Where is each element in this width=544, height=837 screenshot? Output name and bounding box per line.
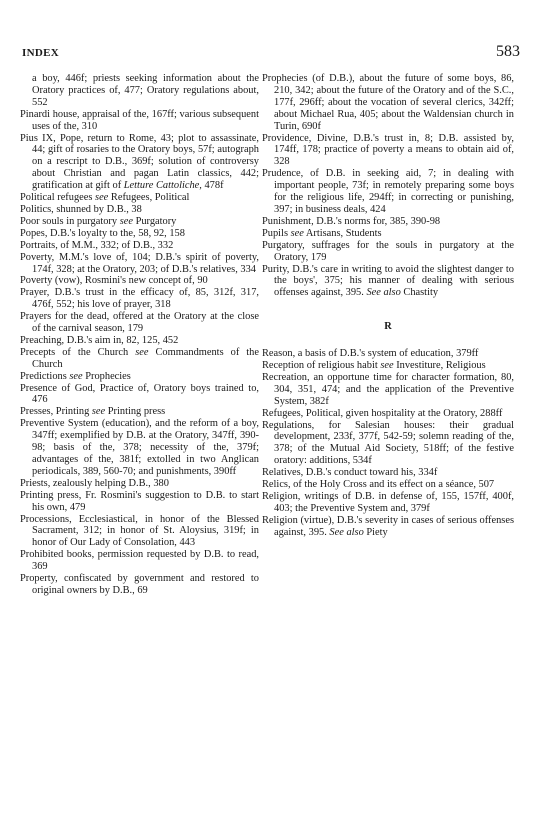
- entry-text: Preaching, D.B.'s aim in, 82, 125, 452: [20, 334, 179, 346]
- index-entry: [20, 252, 259, 276]
- entry-text: Predictions: [20, 370, 70, 382]
- index-entry: [20, 347, 259, 371]
- entry-text: Recreation, an opportune time for character formation, 80, 304, 351, 474; and the application of the Preventive System, 382f: [262, 371, 514, 407]
- entry-text: Punishment, D.B.'s norms for, 385, 390-98: [262, 215, 441, 227]
- index-entry: [262, 73, 514, 133]
- entry-text: Prudence, of D.B. in seeking aid, 7; in dealing with important people, 73f; in remotely preparing some boys for the religious life, 294ff; in correcting or punishing, 397; in business deals, 424: [262, 168, 514, 215]
- index-entry: [262, 479, 514, 491]
- entry-text: Printing press, Fr. Rosmini's suggestion to D.B. to start his own, 479: [20, 489, 259, 513]
- index-entry: [262, 372, 514, 408]
- index-entry: [262, 408, 514, 420]
- entry-text: Presses, Printing: [20, 406, 92, 418]
- entry-text: a boy, 446f; priests seeking information about the Oratory practices of, 477; Oratory regulations about, 552: [32, 73, 259, 108]
- index-entry: [20, 478, 259, 490]
- entry-text: Processions, Ecclesiastical, in honor of the Blessed Sacrament, 312; in honor of St. Aloysius, 319f; in honor of Our Lady of Consolation, 443: [20, 513, 259, 549]
- entry-text: Providence, Divine, D.B.'s trust in, 8; D.B. assisted by, 174ff, 178; practice of poverty a means to obtain aid of, 328: [262, 132, 514, 168]
- left-entry-list: [20, 73, 259, 597]
- entry-text: Portraits, of M.M., 332; of D.B., 332: [20, 239, 174, 251]
- entry-text: Purgatory: [132, 215, 177, 227]
- index-entry: [262, 168, 514, 216]
- entry-text: Prophecies: [82, 370, 131, 382]
- left-column: [20, 73, 259, 597]
- entry-text: Politics, shunned by D.B., 38: [20, 203, 142, 215]
- entry-text: Property, confiscated by government and restored to original owners by D.B., 69: [20, 573, 259, 596]
- entry-text: Religion, writings of D.B. in defense of, 155, 157ff, 400f, 403; the Preventive System and, 379f: [262, 491, 514, 514]
- index-entry: [262, 240, 514, 264]
- entry-text: Refugees, Political, given hospitality at the Oratory, 288ff: [262, 407, 503, 419]
- index-entry: [20, 383, 259, 407]
- entry-text: Prohibited books, permission requested by D.B. to read, 369: [20, 549, 259, 573]
- entry-text: Preventive System (education), and the reform of a boy, 347ff; exemplified by D.B. at the Oratory, 347ff, 390-98; basis of the, 378; necessity of the, 379f; advantages of the, 381f; extolled in two Anglican periodicals, 389, 560-70; and punishments, 390ff: [20, 418, 259, 477]
- entry-italic-text: see: [380, 360, 394, 372]
- index-entry: [20, 275, 259, 287]
- entry-text: Popes, D.B.'s loyalty to the, 58, 92, 158: [20, 227, 185, 239]
- entry-text: Commandments of the Church: [32, 346, 259, 370]
- entry-italic-text: see: [290, 227, 304, 239]
- index-entry: [262, 133, 514, 169]
- page-number: 583: [496, 43, 520, 60]
- index-entry: [20, 573, 259, 597]
- entry-text: Piety: [363, 526, 388, 538]
- section-letter-r: R: [384, 321, 392, 333]
- index-entry: [262, 228, 514, 240]
- index-entry: [262, 491, 514, 515]
- running-title: INDEX: [22, 47, 59, 59]
- entry-text: Relatives, D.B.'s conduct toward his, 334f: [262, 467, 438, 479]
- entry-text: Prayers for the dead, offered at the Oratory at the close of the carnival season, 179: [20, 311, 259, 335]
- entry-text: Printing press: [105, 406, 166, 418]
- entry-text: Poor souls in purgatory: [20, 215, 120, 227]
- index-entry: [20, 514, 259, 550]
- entry-text: Religion (virtue), D.B.'s severity in cases of serious offenses against, 395.: [262, 514, 514, 538]
- index-entry: [20, 216, 259, 228]
- entry-text: Political refugees: [20, 192, 96, 204]
- entry-italic-text: Letture Cattoliche,: [123, 180, 202, 192]
- entry-text: Purity, D.B.'s care in writing to avoid the slightest danger to the boys', 375; his manner of dealing with serious offenses against, 395.: [262, 263, 514, 299]
- entry-text: Poverty (vow), Rosmini's new concept of, 90: [20, 275, 208, 287]
- index-entry: [20, 109, 259, 133]
- entry-text: Prophecies (of D.B.), about the future of some boys, 86, 210, 342; about the future of the Oratory and of the S.C., 177f, 296ff; about the vocation of several clerics, 342ff; about Michael Rua, 405; about the Waldensian church in Turin, 690f: [262, 73, 514, 132]
- entry-italic-text: See also: [329, 526, 364, 538]
- entry-text: Refugees, Political: [108, 192, 190, 204]
- entry-italic-text: see: [135, 346, 149, 358]
- right-column: [262, 73, 514, 539]
- entry-text: Poverty, M.M.'s love of, 104; D.B.'s spirit of poverty, 174f, 328; at the Oratory, 203; of D.B.'s relatives, 334: [20, 251, 259, 275]
- index-entry: [20, 240, 259, 252]
- entry-italic-text: see: [119, 215, 133, 227]
- entry-text: Relics, of the Holy Cross and its effect on a séance, 507: [262, 479, 495, 491]
- index-entry: [20, 192, 259, 204]
- entry-text: Presence of God, Practice of, Oratory boys trained to, 476: [20, 382, 259, 406]
- index-entry: [262, 216, 514, 228]
- entry-italic-text: See also: [366, 287, 401, 299]
- r-entry-list: [262, 348, 514, 539]
- entry-text: Reception of religious habit: [262, 360, 381, 372]
- index-entry: [20, 335, 259, 347]
- entry-italic-text: see: [91, 406, 106, 418]
- entry-text: Pinardi house, appraisal of the, 167ff; various subsequent uses of the, 310: [20, 108, 259, 132]
- index-entry: [262, 515, 514, 539]
- index-entry: [20, 287, 259, 311]
- entry-text: Priests, zealously helping D.B., 380: [20, 477, 169, 489]
- entry-text: Pius IX, Pope, return to Rome, 43; plot to assassinate, 44; gift of rosaries to the Oratory boys, 57f; autograph on a rescript to D.B., 369f; solution of controversy about Christian and pagan Latin classics, 442; gratification at gift of: [20, 132, 259, 192]
- entry-italic-text: see: [95, 192, 109, 204]
- p-entry-list: [262, 73, 514, 299]
- index-entry: [262, 348, 514, 360]
- entry-text: Investiture, Religious: [393, 360, 486, 372]
- index-entry: [20, 311, 259, 335]
- index-entry: [262, 264, 514, 300]
- index-entry: [20, 549, 259, 573]
- entry-text: Purgatory, suffrages for the souls in purgatory at the Oratory, 179: [262, 239, 514, 263]
- entry-text: Chastity: [400, 287, 439, 299]
- index-entry: [262, 420, 514, 468]
- index-entry: [20, 73, 259, 109]
- entry-text: Regulations, for Salesian houses: their gradual development, 233f, 377f, 542-59; solemn reading of the, 378; of the Mutual Aid Society, 518ff; of the festive oratory: additions, 534f: [262, 419, 514, 467]
- index-entry: [20, 133, 259, 193]
- entry-text: Artisans, Students: [303, 227, 382, 239]
- index-entry: [20, 418, 259, 478]
- index-entry: [20, 228, 259, 240]
- index-entry: [20, 204, 259, 216]
- entry-text: 478f: [201, 180, 224, 192]
- index-entry: [20, 406, 259, 418]
- entry-text: Precepts of the Church: [20, 346, 136, 358]
- entry-text: Reason, a basis of D.B.'s system of education, 379ff: [262, 348, 479, 360]
- entry-italic-text: see: [69, 370, 83, 382]
- index-entry: [262, 467, 514, 479]
- index-entry: [20, 490, 259, 514]
- entry-text: Pupils: [262, 227, 291, 239]
- index-entry: [20, 371, 259, 383]
- index-entry: [262, 360, 514, 372]
- page-header: [22, 43, 520, 67]
- entry-text: Prayer, D.B.'s trust in the efficacy of, 85, 312f, 317, 476f, 552; his love of prayer, 318: [20, 287, 259, 311]
